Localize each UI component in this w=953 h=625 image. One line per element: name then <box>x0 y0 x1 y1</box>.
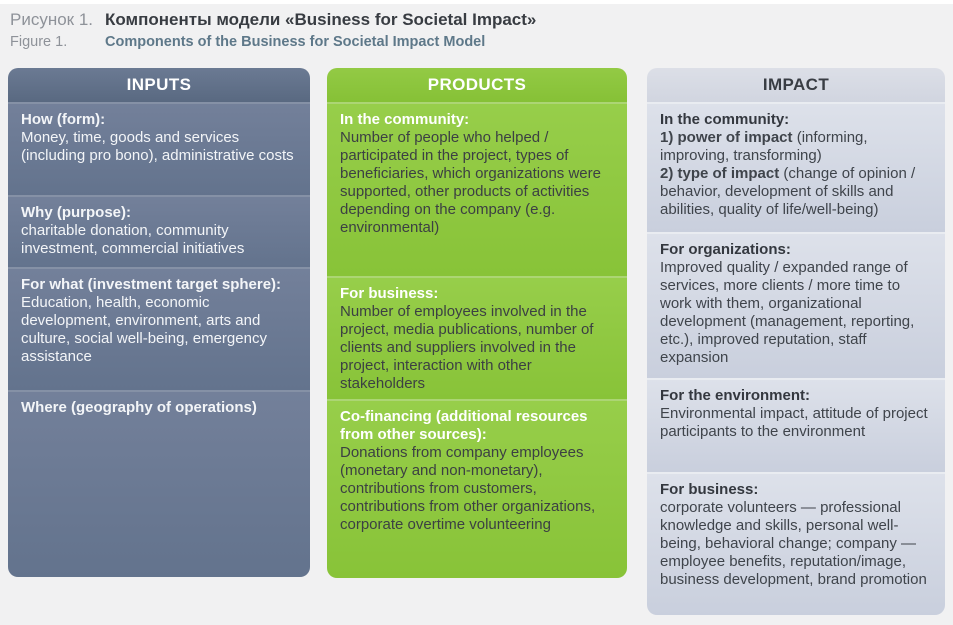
inputs-section-how <box>8 102 310 195</box>
products-column <box>327 68 627 578</box>
section-heading: How (form): <box>21 111 106 128</box>
inputs-section-where <box>8 390 310 577</box>
section-heading: For organizations: <box>660 241 791 258</box>
section-body: Money, time, goods and services (including pro bono), administrative costs <box>21 129 294 164</box>
impact-section-organizations <box>647 232 945 378</box>
section-body: Number of employees involved in the project, media publications, number of clients and suppliers involved in the project, interaction with other stakeholders <box>340 303 594 392</box>
inputs-column <box>8 68 310 577</box>
figure-caption <box>10 9 536 52</box>
impact-point-type: 2) type of impact (change of opinion / behavior, development of skills and abilities, quality of life/well-being) <box>660 165 916 218</box>
impact-section-business <box>647 472 945 615</box>
impact-point-power: 1) power of impact (informing, improving, transforming) <box>660 129 868 164</box>
section-heading: For what (investment target sphere): <box>21 276 282 293</box>
impact-column <box>647 68 945 615</box>
section-heading: Co-financing (additional resources from other sources): <box>340 408 588 443</box>
impact-column-header: IMPACT <box>647 68 945 102</box>
section-body: Number of people who helped / participated in the project, types of beneficiaries, which organizations were supported, other products of activities depending on the company (e.g. environmental) <box>340 129 601 236</box>
section-heading: In the community: <box>340 111 470 128</box>
section-body: Improved quality / expanded range of services, more clients / more time to work with them, organizational development (management, reporting, etc.), improved reputation, staff expansion <box>660 259 915 366</box>
top-white-strip <box>0 0 953 4</box>
section-heading: For the environment: <box>660 387 811 404</box>
section-heading: Why (purpose): <box>21 204 131 221</box>
section-heading: Where (geography of operations) <box>21 399 257 416</box>
section-body: Environmental impact, attitude of project participants to the environment <box>660 405 928 440</box>
section-body <box>660 129 933 219</box>
section-heading: For business: <box>340 285 439 302</box>
section-body: charitable donation, community investment, commercial initiatives <box>21 222 245 257</box>
figure-label-en: Figure 1. <box>10 34 68 50</box>
inputs-column-header: INPUTS <box>8 68 310 102</box>
inputs-section-why <box>8 195 310 267</box>
caption-row-ru <box>10 9 536 31</box>
section-body: Education, health, economic development, environment, arts and culture, social well-being, emergency assistance <box>21 294 267 365</box>
section-heading: For business: <box>660 481 759 498</box>
figure-title-en: Components of the Business for Societal Impact Model <box>105 34 486 50</box>
caption-row-en <box>10 33 536 52</box>
impact-section-environment <box>647 378 945 472</box>
inputs-section-for-what <box>8 267 310 390</box>
section-body: corporate volunteers — professional knowledge and skills, personal well-being, behavioral change; company — employee benefits, reputation/image, business development, brand promotion <box>660 499 927 588</box>
products-column-header: PRODUCTS <box>327 68 627 102</box>
figure-label-ru: Рисунок 1. <box>10 10 94 29</box>
figure-title-ru: Компоненты модели «Business for Societal Impact» <box>105 10 537 29</box>
products-section-business <box>327 276 627 399</box>
model-columns <box>8 68 945 615</box>
products-section-cofinancing <box>327 399 627 578</box>
impact-section-community <box>647 102 945 232</box>
section-heading: In the community: <box>660 111 790 128</box>
section-body: Donations from company employees (monetary and non-monetary), contributions from customers, contributions from other organizations, corporate overtime volunteering <box>340 444 596 533</box>
products-section-community <box>327 102 627 276</box>
